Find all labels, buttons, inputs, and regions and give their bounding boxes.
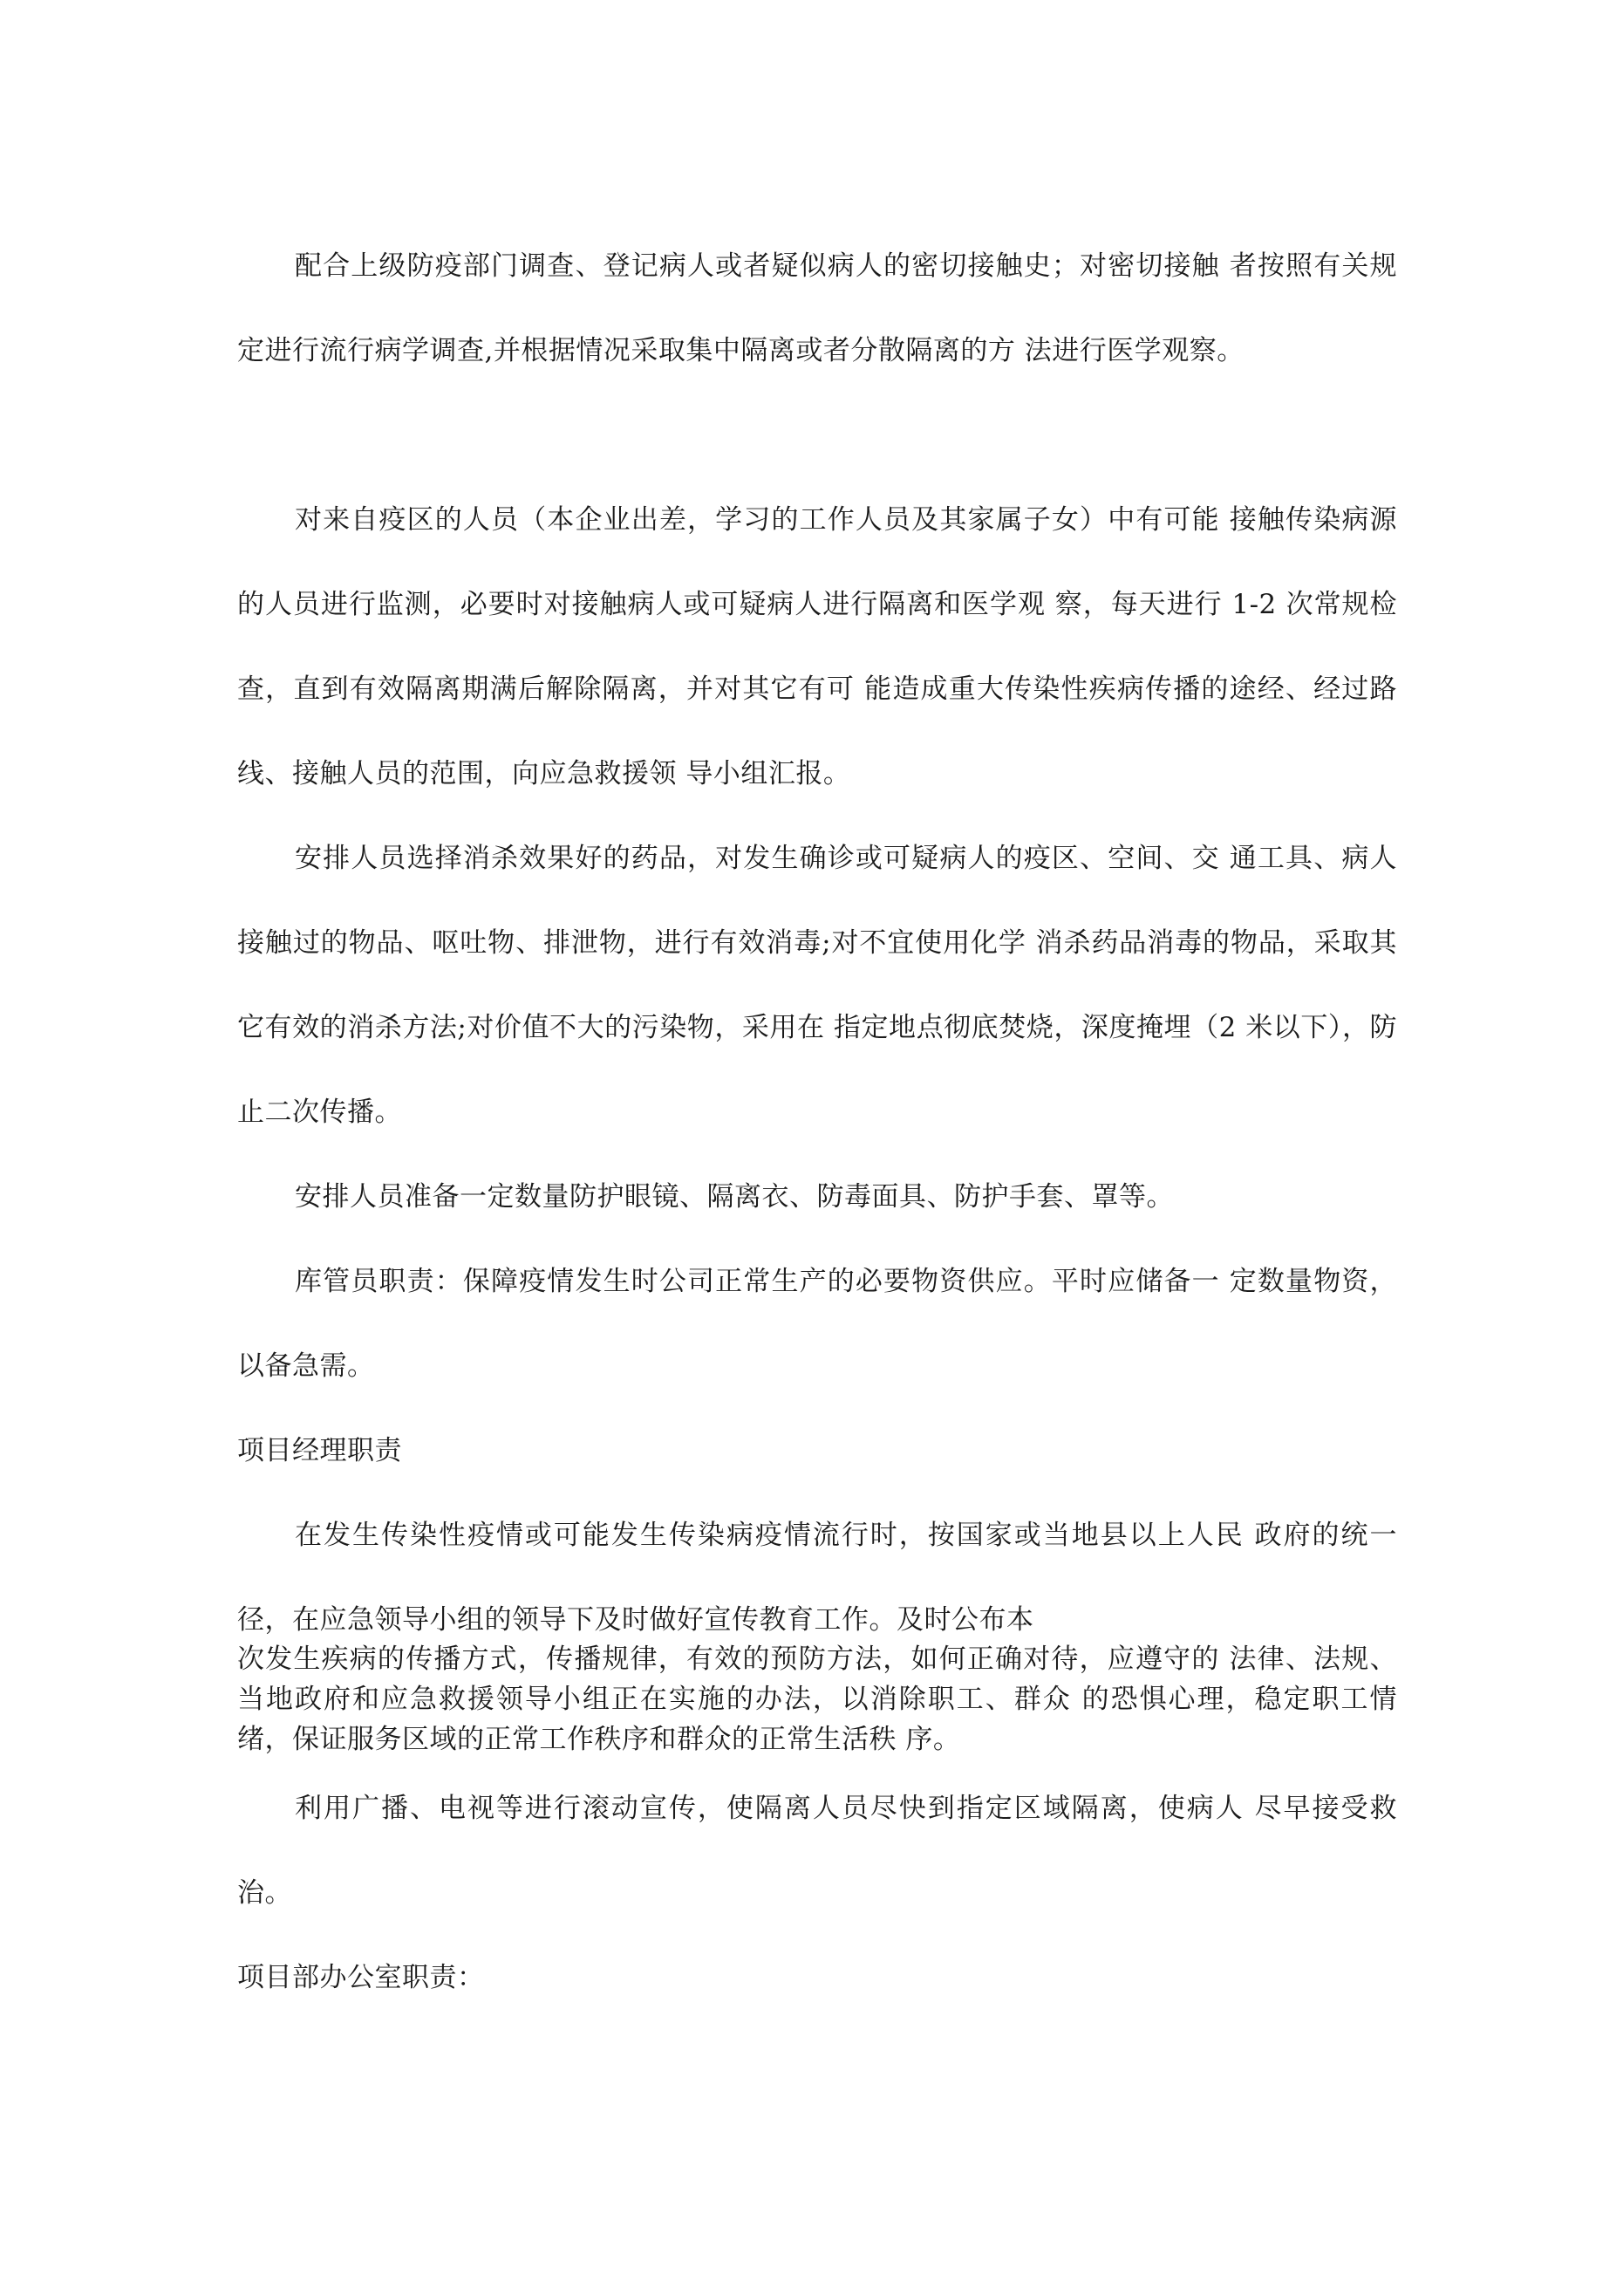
paragraph-broadcast-publicity: 利用广播、电视等进行滚动宣传，使隔离人员尽快到指定区域隔离，使病人 尽早接受救治。 <box>237 1793 1397 1909</box>
paragraph-warehouse-keeper-duties: 库管员职责：保障疫情发生时公司正常生产的必要物资供应。平时应储备一 定数量物资，以备急需。 <box>237 1266 1397 1382</box>
paragraph-publicity-education: 在发生传染性疫情或可能发生传染病疫情流行时，按国家或当地县以上人民 政府的统一径，在应急领导小组的领导下及时做好宣传教育工作。及时公布本 <box>237 1520 1397 1636</box>
paragraph-epidemic-area-monitoring: 对来自疫区的人员（本企业出差，学习的工作人员及其家属子女）中有可能 接触传染病源的人员进行监测，必要时对接触病人或可疑病人进行隔离和医学观 察，每天进行 1-2 次常规检查，直到有效隔离期满后解除隔离，并对其它有可 能造成重大传染性疾病传播的途经、经过路线、接触人员的范围，向应急救援领 导小组汇报。 <box>237 504 1397 789</box>
heading-project-office-duties: 项目部办公室职责： <box>237 1962 485 1993</box>
heading-project-manager-duties: 项目经理职责 <box>237 1435 402 1466</box>
paragraph-protective-equipment: 安排人员准备一定数量防护眼镜、隔离衣、防毒面具、防护手套、罩等。 <box>295 1181 1174 1213</box>
paragraph-disinfection: 安排人员选择消杀效果好的药品，对发生确诊或可疑病人的疫区、空间、交 通工具、病人接触过的物品、呕吐物、排泄物，进行有效消毒;对不宜使用化学 消杀药品消毒的物品，采取其它有效的消杀方法;对价值不大的污染物，采用在 指定地点彻底焚烧，深度掩埋（2 米以下），防止二次传播。 <box>237 843 1397 1128</box>
paragraph-disease-transmission-info: 次发生疾病的传播方式，传播规律，有效的预防方法，如何正确对待，应遵守的 法律、法规、当地政府和应急救援领导小组正在实施的办法，以消除职工、群众 的恐惧心理，稳定职工情绪，保证服务区域的正常工作秩序和群众的正常生活秩 序。 <box>237 1643 1397 1755</box>
paragraph-contact-tracing: 配合上级防疫部门调查、登记病人或者疑似病人的密切接触史；对密切接触 者按照有关规定进行流行病学调查,并根据情况采取集中隔离或者分散隔离的方 法进行医学观察。 <box>237 250 1397 366</box>
